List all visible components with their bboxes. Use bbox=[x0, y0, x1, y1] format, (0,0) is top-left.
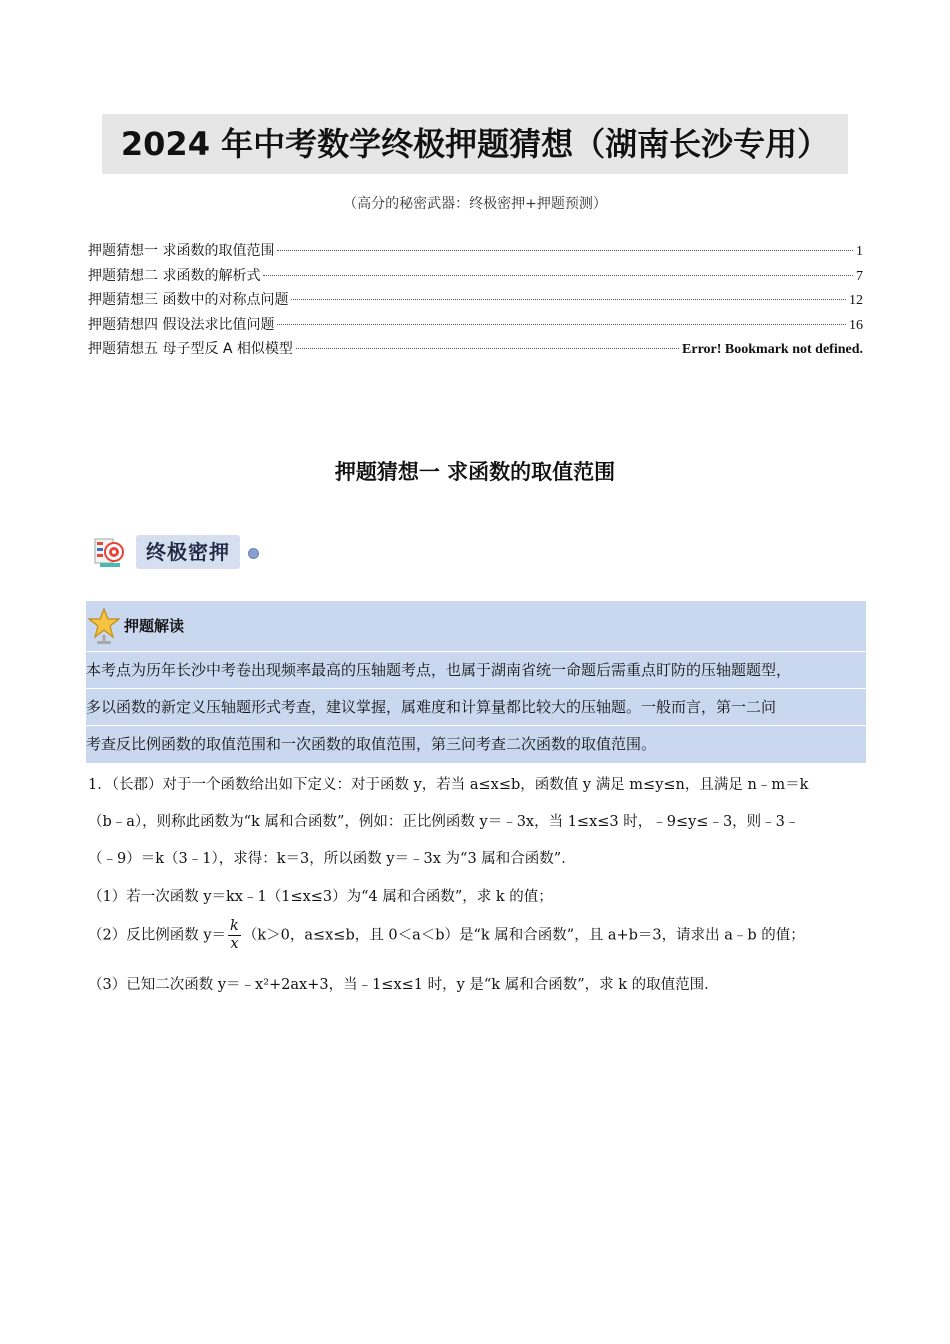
toc-leader-dots bbox=[277, 250, 853, 251]
fraction-denominator: x bbox=[230, 936, 239, 952]
question-part-2 bbox=[88, 918, 805, 953]
analysis-text-line: 考查反比例函数的取值范围和一次函数的取值范围，第三问考查二次函数的取值范围。 bbox=[86, 735, 657, 753]
section-title: 押题猜想一 求函数的取值范围 bbox=[334, 460, 616, 484]
document-subtitle: （高分的秘密武器：终极密押+押题预测） bbox=[343, 196, 607, 212]
analysis-title: 押题解读 bbox=[124, 617, 185, 635]
toc-entry[interactable] bbox=[88, 265, 863, 290]
question-text-line: 1．（长郡）对于一个函数给出如下定义：对于函数 y，若当 a≤x≤b，函数值 y 满足 m≤y≤n，且满足 n﹣m＝k bbox=[88, 777, 809, 793]
badge-label: 终极密押 bbox=[136, 535, 240, 569]
target-chart-icon bbox=[94, 536, 128, 568]
star-trophy-icon bbox=[88, 607, 120, 645]
toc-entry-label: 押题猜想一 求函数的取值范围 bbox=[88, 243, 275, 259]
toc-leader-dots bbox=[277, 324, 846, 325]
toc-entry[interactable] bbox=[88, 289, 863, 314]
section-badge bbox=[94, 532, 264, 572]
question-text-line: （﹣9）＝k（3﹣1），求得：k＝3，所以函数 y＝﹣3x 为“3 属和合函数”． bbox=[88, 851, 576, 867]
question-part-2-prefix: （2）反比例函数 y＝ bbox=[88, 927, 227, 944]
toc-entry[interactable] bbox=[88, 240, 863, 265]
document-title: 2024 年中考数学终极押题猜想（湖南长沙专用） bbox=[120, 125, 830, 163]
toc-leader-dots bbox=[291, 299, 846, 300]
analysis-header bbox=[86, 601, 866, 651]
toc-entry-label: 押题猜想三 函数中的对称点问题 bbox=[88, 292, 289, 308]
title-banner bbox=[102, 114, 848, 174]
toc-entry-page: 1 bbox=[856, 244, 863, 259]
analysis-box bbox=[86, 601, 866, 763]
table-of-contents bbox=[88, 240, 863, 363]
toc-entry-page: Error! Bookmark not defined. bbox=[682, 342, 863, 357]
toc-entry[interactable] bbox=[88, 314, 863, 339]
toc-entry-label: 押题猜想四 假设法求比值问题 bbox=[88, 316, 275, 333]
fraction-k-over-x bbox=[228, 918, 241, 953]
question-part-3: （3）已知二次函数 y＝﹣x²+2ax+3，当﹣1≤x≤1 时，y 是“k 属和合函数”，求 k 的取值范围． bbox=[88, 977, 719, 993]
toc-entry-page: 16 bbox=[849, 317, 863, 333]
badge-dot bbox=[248, 548, 259, 559]
toc-entry-page: 7 bbox=[856, 268, 863, 284]
toc-entry-label: 押题猜想二 求函数的解析式 bbox=[88, 267, 261, 284]
question-text-line: （b﹣a），则称此函数为“k 属和合函数”，例如：正比例函数 y＝﹣3x，当 1≤x≤3 时，﹣9≤y≤﹣3，则﹣3﹣ bbox=[88, 814, 800, 830]
question-part-2-suffix: （k＞0，a≤x≤b，且 0＜a＜b）是“k 属和合函数”，且 a+b＝3，请求出 a﹣b 的值； bbox=[242, 927, 805, 944]
question-part-1: （1）若一次函数 y＝kx﹣1（1≤x≤3）为“4 属和合函数”，求 k 的值； bbox=[88, 889, 553, 905]
toc-entry-page: 12 bbox=[849, 293, 863, 308]
analysis-text-line: 多以函数的新定义压轴题形式考查，建议掌握，属难度和计算量都比较大的压轴题。一般而言，第一二问 bbox=[86, 698, 777, 716]
toc-entry-label: 押题猜想五 母子型反 A 相似模型 bbox=[88, 341, 293, 357]
toc-leader-dots bbox=[296, 348, 679, 349]
fraction-numerator: k bbox=[230, 918, 239, 934]
toc-entry[interactable] bbox=[88, 338, 863, 363]
toc-leader-dots bbox=[263, 275, 853, 276]
analysis-text-line: 本考点为历年长沙中考卷出现频率最高的压轴题考点，也属于湖南省统一命题后需重点盯防的压轴题题型， bbox=[86, 661, 792, 679]
